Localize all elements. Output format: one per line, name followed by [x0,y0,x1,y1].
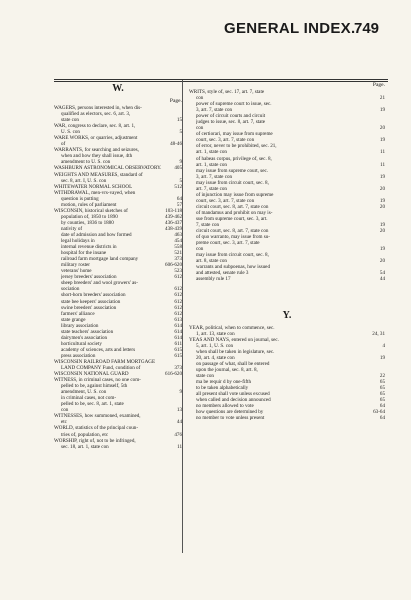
top-rule [54,79,388,80]
entry-text: motion, rules of parliament [61,201,117,208]
entry-page: 20 [379,185,385,192]
entry-text: swine breeders' association [61,304,117,311]
entry-text: nativity of [61,225,83,232]
entry-text: press association [61,352,96,359]
entry-text: when called and decision announced [196,397,271,404]
entry-page: 15 [176,117,182,124]
entry-text: no members allowed to vote [196,403,254,410]
entry-text: 1, art. 13, state con [196,330,235,337]
entry-text: WISCONSIN RAILROAD FARM MORTGAGE [54,358,156,365]
column-divider [182,80,183,553]
entry-text: 5, art. 1, U. S. con [196,342,234,349]
index-list-y [189,325,385,422]
entry-page: 11 [380,149,385,156]
entry-page: 476 [174,431,182,438]
entry-page: 373 [174,256,182,263]
entry-text: WITNESS, in criminal cases, no one com- [54,377,141,384]
entry-text: state con [196,372,214,379]
section-letter-w: W. [112,83,124,94]
entry-text: power of supreme court to issue, sec. [196,101,272,108]
entry-text: WISCONSIN, historical sketches of [54,207,128,214]
entry-page: 19 [379,246,385,253]
entry-page: 48-46 [170,141,182,148]
entry-text: may issue from circuit court, sec. 8, [196,252,269,259]
entry-text: warrants and subpoenas, how issued [196,264,270,271]
entry-page: 20 [379,258,385,265]
entry-text: WHITEWATER NORMAL SCHOOL [54,183,133,190]
entry-text: of error, never to be prohibited, sec. 21, [196,143,277,150]
entry-text: population of, 1850 to 1890 [61,213,118,220]
entry-page: 20 [379,125,385,132]
entry-page: 9 [179,159,182,166]
entry-text: qualified as electors, sec. 6, art. 3, [61,111,131,118]
entry-page: 612 [174,304,182,311]
entry-page: 19 [379,107,385,114]
entry-page: 44 [379,276,385,283]
entry-page: 20 [379,228,385,235]
entry-text: no member to vote unless present [196,415,265,422]
entry-text: of habeas corpus, privilege of, sec. 8, [196,155,272,162]
entry-page: 614 [174,334,182,341]
entry-page: 612 [174,286,182,293]
entry-page: 612 [174,292,182,299]
entry-text: short-horn breeders' association [61,292,126,299]
index-list-w [54,105,182,450]
entry-page: 558 [174,244,182,251]
entry-page: 13 [176,407,182,414]
entry-text: of mandamus and prohibit on may is- [196,209,273,216]
entry-page: 65 [379,384,385,391]
entry-text: tries of, population, etc [61,431,109,438]
entry-text: military roster [61,262,90,269]
entry-text: WITNESSES, how summoned, examined, [54,413,141,420]
entry-text: circuit court, sec. 8, art. 7, state con [196,228,269,235]
entry-page: 54 [379,270,385,277]
entry-page: 19 [379,137,385,144]
index-entry [54,444,182,450]
entry-text: in criminal cases, not com- [61,395,117,402]
section-gap [189,283,385,309]
entry-text: etc [61,419,67,426]
entry-page: 44 [176,419,182,426]
entry-text: power of circuit courts and circuit [196,113,266,120]
entry-text: question is putting [61,195,99,202]
entry-text: railroad farm mortgage land company [61,256,139,263]
entry-page: 463 [174,231,182,238]
entry-text: art. 1, state con [196,149,227,156]
entry-text: WARRANTS, for searching and seizures, [54,147,139,154]
entry-text: of certiorari, may issue from supreme [196,131,273,138]
page-column-label: Page. [372,82,385,88]
entry-text: legal holidays in [61,238,95,245]
entry-text: amendment, U. S. con [61,389,107,396]
entry-text: all present shall vote unless excused [196,391,270,398]
entry-text: hospital for the insane [61,250,107,257]
entry-text: 20, art. 4, state con [196,354,235,361]
entry-text: farmers' alliance [61,310,95,317]
entry-text: court, sec. 3, art. 7, state con [196,197,255,204]
entry-text: library association [61,322,99,329]
entry-text: state grange [61,316,86,323]
entry-page: 615 [174,352,182,359]
entry-text: WORLD, statistics of the principal coun- [54,425,139,432]
entry-text: state bee keepers' association [61,298,121,305]
entry-page: 612 [174,298,182,305]
entry-text: judges to issue, sec. 8, art. 7, state [196,119,266,126]
entry-text: U. S. con [61,129,80,136]
entry-page: 64 [176,195,182,202]
entry-page: 615 [174,346,182,353]
entry-text: art. 7, state con [196,185,227,192]
index-entry [189,276,385,282]
entry-text: academy of sciences, arts and letters [61,346,136,353]
entry-page: 512 [174,183,182,190]
entry-text: upon the journal, sec. 8, art. 8, [196,366,258,373]
entry-page: 611 [174,340,182,347]
entry-text: WITHDRAWAL, men-vrs-vayed, when [54,189,136,196]
entry-page: 614 [174,322,182,329]
entry-text: and attested, senate rule 3 [196,270,249,277]
entry-text: ma be requir d by one-fifth [196,378,252,385]
entry-text: internal revenue districts in [61,244,117,251]
entry-text: when shall be taken in legislature, sec. [196,348,275,355]
entry-page: 65 [379,391,385,398]
entry-text: sheep breeders' and wool growers' as- [61,280,138,287]
entry-text: con [196,246,204,253]
entry-text: con [196,95,204,102]
entry-page: 24, 31 [372,330,385,337]
entry-text: how questions are determined by [196,409,264,416]
entry-text: WORSHIP, right of, not to be infringed, [54,437,136,444]
entry-text: amendment to U. S. con [61,159,111,166]
entry-page: 613 [174,316,182,323]
entry-page: 64 [379,415,385,422]
entry-page: 5 [179,177,182,184]
entry-text: con [61,407,69,414]
entry-page: 523 [174,268,182,275]
entry-text: WAR, congress to declare, sec. 8, art. 1, [54,123,136,130]
entry-page: 11 [380,161,385,168]
entry-text: when and how they shall issue, 4th [61,153,133,160]
entry-page: 19 [379,354,385,361]
entry-text: to be taken alphabetically [196,384,249,391]
entry-page: 64 [379,403,385,410]
entry-text: con [196,125,204,132]
entry-text: art. 8, state con [196,258,227,265]
entry-text: sec. 18, art. 1, state con [61,443,109,450]
entry-page: 438-439 [165,225,182,232]
page-column-label: Page. [169,98,182,104]
entry-text: assembly rule 17 [196,276,231,283]
entry-text: by counties, 1836 to 1880 [61,219,114,226]
entry-page: 454 [174,238,182,245]
entry-text: 7, state con [196,222,220,229]
entry-text: may issue from supreme court, sec. [196,167,268,174]
right-column [189,82,385,421]
entry-text: date of admission and how formed [61,231,132,238]
entry-text: jersey breeders' association [61,274,117,281]
entry-page: 19 [379,197,385,204]
entry-text: may issue from circuit court, sec. 8, [196,179,269,186]
entry-text: horticultural society [61,340,102,347]
entry-text: state con [61,117,79,124]
entry-text: WAGERS, persons interested in, when dis- [54,105,142,111]
entry-text: state teachers' association [61,328,114,335]
entry-page: 439-462 [165,213,182,220]
entry-text: art. 1, state con [196,161,227,168]
entry-text: dairymen's association [61,334,108,341]
entry-page: 65 [379,397,385,404]
entry-page: 5 [179,129,182,136]
index-entry [189,415,385,421]
entry-page: 606-620 [165,262,182,269]
entry-text: on passage of what, shall be entered [196,360,270,367]
entry-text: YEAS AND NAYS, entered on journal, sec. [189,336,279,343]
entry-page: 19 [379,173,385,180]
running-title: GENERAL INDEX. [224,20,356,37]
entry-text: sue from supreme court, sec. 3, art. [196,215,268,222]
entry-page: 616-620 [165,371,182,378]
entry-page: 436-437 [165,219,182,226]
entry-text: WASHBURN ASTRONOMICAL OBSERVATORY. [54,165,162,172]
entry-page: 103-118 [165,207,182,214]
entry-page: 4 [382,342,385,349]
entry-text: veterans' home [61,268,92,275]
entry-page: 612 [174,274,182,281]
entry-page: 9 [179,389,182,396]
entry-text: sec. 8, art. I, U. S. con [61,177,107,184]
entry-page: 373 [174,365,182,372]
entry-text: YEAR, political, when to commence, sec. [189,324,275,331]
entry-text: court, sec. 3, art. 7, state con [196,137,255,144]
entry-page: 57 [176,201,182,208]
entry-page: 521 [174,250,182,257]
entry-text: WARE WORKS, or quarries, adjustment [54,135,138,142]
entry-text: sociation [61,286,80,293]
entry-text: of [61,141,66,148]
entry-text: of injunction may issue from supreme [196,191,274,198]
entry-page: 612 [174,310,182,317]
entry-text: WEIGHTS AND MEASURES, standard of [54,171,143,178]
index-list-writs [189,89,385,283]
entry-text: 3, art. 7, state con [196,107,233,114]
entry-text: pelled to be, sec. 8, art. 1, state [61,401,124,408]
entry-page: 65 [379,378,385,385]
entry-page: 63-64 [373,409,385,416]
entry-page: 20 [379,203,385,210]
entry-page: 19 [379,222,385,229]
entry-text: preme court, sec. 3, art. 7, state [196,240,260,247]
entry-page: 11 [177,443,182,450]
entry-page: 405 [174,165,182,172]
entry-text: WISCONSIN NATIONAL GUARD [54,371,129,378]
entry-text: WRITS, style of, sec. 17, art. 7, state [189,89,265,95]
entry-text: circuit court, sec. 8, art. 7, state con [196,203,269,210]
section-letter-y: Y. [282,309,292,321]
entry-text: of quo warranto, may issue from su- [196,234,270,241]
entry-page: 614 [174,328,182,335]
entry-text: pelled to be, against himself, 5th [61,383,128,390]
entry-text: LAND COMPANY Fund, condition of [61,365,141,372]
entry-text: 3, art. 7, state con [196,173,233,180]
entry-page: 21 [379,95,385,102]
page-header [0,0,411,40]
page-number: 749 [354,20,380,37]
entry-page: 22 [379,372,385,379]
left-column [54,82,182,450]
